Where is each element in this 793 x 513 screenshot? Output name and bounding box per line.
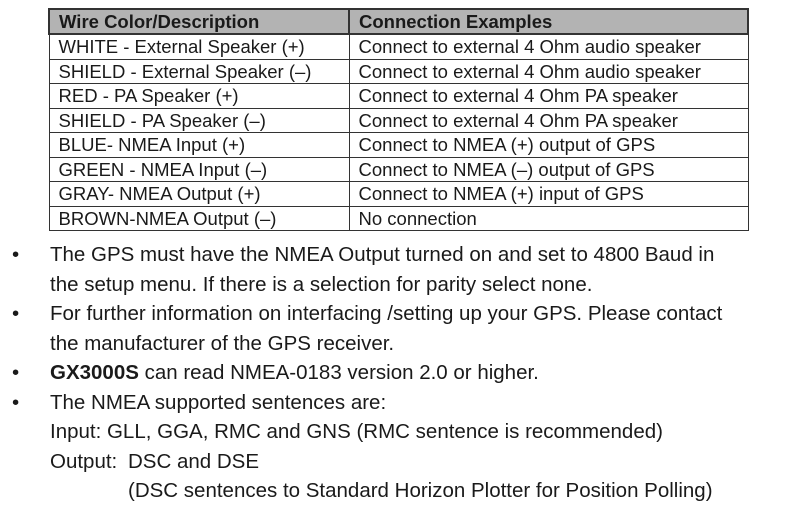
table-row bbox=[49, 206, 748, 231]
table-row bbox=[49, 108, 748, 133]
list-item bbox=[0, 299, 793, 358]
output-label: Output: bbox=[50, 449, 118, 473]
list-item bbox=[0, 240, 793, 299]
notes-list bbox=[0, 240, 793, 506]
wire-cell: BROWN-NMEA Output (–) bbox=[49, 206, 349, 231]
wire-cell: BLUE- NMEA Input (+) bbox=[49, 133, 349, 158]
wire-connection-table bbox=[48, 8, 749, 231]
input-sentences: Input: GLL, GGA, RMC and GNS (RMC sentence is recommended) bbox=[50, 420, 663, 443]
wire-cell: GRAY- NMEA Output (+) bbox=[49, 182, 349, 207]
connection-cell: No connection bbox=[349, 206, 748, 231]
note-text: the manufacturer of the GPS receiver. bbox=[50, 331, 395, 355]
connection-cell: Connect to NMEA (–) output of GPS bbox=[349, 157, 748, 182]
output-note: (DSC sentences to Standard Horizon Plotter for Position Polling) bbox=[128, 479, 713, 502]
header-wire-color: Wire Color/Description bbox=[49, 9, 349, 34]
wire-cell: SHIELD - PA Speaker (–) bbox=[49, 108, 349, 133]
connection-cell: Connect to external 4 Ohm PA speaker bbox=[349, 108, 748, 133]
table-header-row bbox=[49, 9, 748, 34]
list-item bbox=[0, 388, 793, 506]
connection-cell: Connect to NMEA (+) output of GPS bbox=[349, 133, 748, 158]
note-text: the setup menu. If there is a selection for parity select none. bbox=[50, 272, 593, 296]
bullet-icon: • bbox=[12, 243, 20, 266]
table-row bbox=[49, 133, 748, 158]
table-row bbox=[49, 182, 748, 207]
wire-cell: RED - PA Speaker (+) bbox=[49, 84, 349, 109]
bullet-icon: • bbox=[12, 361, 20, 384]
note-text: can read NMEA-0183 version 2.0 or higher. bbox=[138, 361, 539, 384]
connection-cell: Connect to external 4 Ohm PA speaker bbox=[349, 84, 748, 109]
list-item bbox=[0, 358, 793, 388]
table-row bbox=[49, 157, 748, 182]
bullet-icon: • bbox=[12, 302, 20, 325]
connection-cell: Connect to external 4 Ohm audio speaker bbox=[349, 59, 748, 84]
wire-cell: SHIELD - External Speaker (–) bbox=[49, 59, 349, 84]
note-text: For further information on interfacing /setting up your GPS. Please contact bbox=[50, 302, 723, 325]
wire-cell: GREEN - NMEA Input (–) bbox=[49, 157, 349, 182]
output-sentences bbox=[50, 447, 793, 477]
bullet-icon: • bbox=[12, 390, 20, 414]
table-row bbox=[49, 34, 748, 59]
connection-cell: Connect to external 4 Ohm audio speaker bbox=[349, 34, 748, 59]
note-text: The GPS must have the NMEA Output turned on and set to 4800 Baud in bbox=[50, 243, 715, 266]
header-connection-examples: Connection Examples bbox=[349, 9, 748, 34]
table-row bbox=[49, 84, 748, 109]
output-value: DSC and DSE bbox=[128, 449, 260, 473]
wire-cell: WHITE - External Speaker (+) bbox=[49, 34, 349, 59]
model-name: GX3000S bbox=[50, 361, 139, 384]
table-row bbox=[49, 59, 748, 84]
note-text: The NMEA supported sentences are: bbox=[50, 390, 387, 414]
connection-cell: Connect to NMEA (+) input of GPS bbox=[349, 182, 748, 207]
